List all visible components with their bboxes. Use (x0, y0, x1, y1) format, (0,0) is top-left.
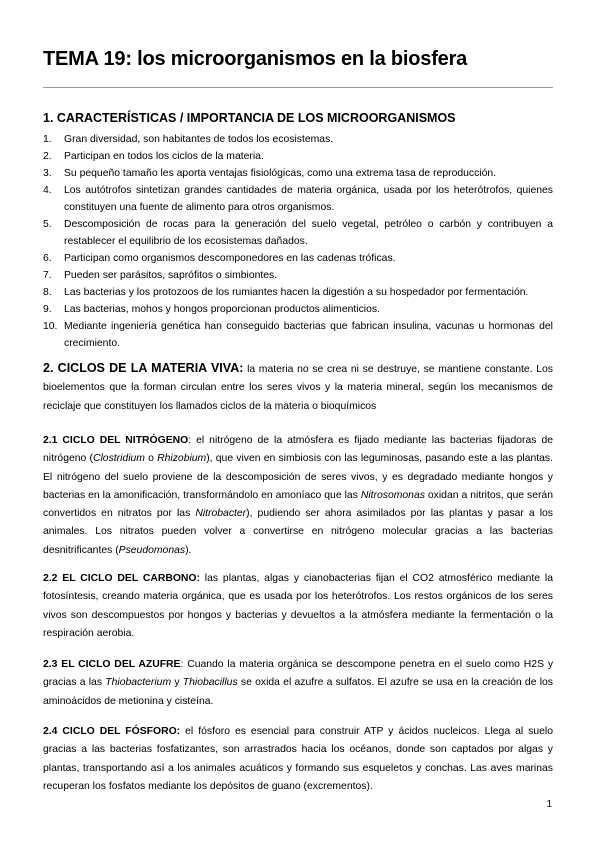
list-item (43, 284, 553, 301)
list-item-number: 10. (43, 321, 58, 332)
list-item-number: 2. (43, 151, 52, 162)
page-title: TEMA 19: los microorganismos en la biosfera (43, 48, 468, 70)
list-item-text: Gran diversidad, son habitantes de todos los ecosistemas. (64, 134, 334, 145)
nitrogen-text: : el nitrógeno de la atmósfera es fijado mediante las bacterias fijadoras de nitrógeno ( (43, 435, 553, 465)
list-item-number: 4. (43, 185, 52, 196)
nitrogen-text: ). (185, 544, 192, 556)
species-name: Pseudomonas (118, 544, 186, 556)
list-item (43, 165, 553, 182)
list-item (43, 148, 553, 165)
section1-heading: 1. CARACTERÍSTICAS / IMPORTANCIA DE LOS MICROORGANISMOS (43, 111, 456, 125)
list-item-number: 8. (43, 287, 52, 298)
sulfur-text: se oxida el azufre a sulfatos. El azufre se usa en la creación de los aminoácidos de metionina y cisteína. (43, 677, 553, 707)
list-item-text: Descomposición de rocas para la generación del suelo vegetal, petróleo o carbón y contribuyen a restablecer el equilibrio de los ecosistemas dañados. (64, 219, 553, 247)
species-name: Nitrosomonas (360, 489, 425, 501)
list-item-text: Las bacterias, mohos y hongos proporcionan productos alimenticios. (64, 304, 380, 315)
list-item-text: Mediante ingeniería genética han conseguido bacterias que fabrican insulina, vacunas u hormonas del crecimiento. (64, 321, 553, 349)
list-item (43, 318, 553, 352)
sulfur-paragraph (43, 656, 553, 711)
section2-heading: 2. CICLOS DE LA MATERIA VIVA: (43, 361, 244, 375)
list-item-text: Los autótrofos sintetizan grandes cantidades de materia orgánica, usada por los heterótrofos, quienes constituyen una fuente de alimento para otros organismos. (64, 185, 553, 213)
carbon-heading: 2.2 EL CICLO DEL CARBONO: (43, 573, 200, 584)
list-item (43, 131, 553, 148)
nitrogen-text: oxidan a nitritos, que serán convertidos en nitratos por las (43, 489, 553, 520)
page-number: 1 (546, 799, 552, 810)
list-item-text: Su pequeño tamaño les aporta ventajas fisiológicas, como una extrema tasa de reproducción. (64, 168, 497, 179)
list-item-number: 9. (43, 304, 52, 315)
nitrogen-text: o (144, 453, 158, 465)
list-item (43, 267, 553, 284)
list-item-text: Participan en todos los ciclos de la materia. (64, 151, 264, 162)
species-name: Thiobacterium (105, 677, 172, 689)
phosphorus-paragraph (43, 723, 553, 796)
list-item (43, 250, 553, 267)
title-divider (43, 87, 553, 88)
list-item-number: 1. (43, 134, 52, 145)
nitrogen-paragraph (43, 432, 553, 560)
list-item (43, 301, 553, 318)
phosphorus-text: el fósforo es esencial para construir ATP y ácidos nucleicos. Llega al suelo gracias a las bacterias fosfatizantes, son arrastrados hacia los océanos, donde son captados por algas y plantas, transportando así a los animales acuáticos y formando sus esqueletos y conchas. Las aves marinas recuperan los fosfatos mediante los depósitos de guano (excrementos). (43, 726, 553, 792)
nitrogen-heading: 2.1 CICLO DEL NITRÓGENO (43, 435, 189, 446)
list-item-number: 7. (43, 270, 52, 281)
characteristics-list (43, 131, 553, 352)
section2-lead: la materia no se crea ni se destruye, se mantiene constante (247, 364, 530, 375)
list-item-text: Las bacterias y los protozoos de los rumiantes hacen la digestión a su hospedador por fermentación. (64, 287, 529, 298)
carbon-paragraph (43, 570, 553, 643)
section2-paragraph (43, 359, 553, 416)
sulfur-heading: 2.3 EL CICLO DEL AZUFRE (43, 659, 181, 670)
species-name: Thiobacillus (182, 677, 238, 689)
sulfur-text: : Cuando la materia orgánica se descompone penetra en el suelo como H2S y gracias a las (43, 659, 554, 689)
list-item-text: Pueden ser parásitos, saprófitos o simbiontes. (64, 270, 278, 281)
list-item (43, 182, 553, 216)
nitrogen-text: ), pudiendo ser ahora asimilados por las plantas y pasar a los animales. Los nitratos pueden volver a convertirse en nitrógeno molecular gracias a las bacterias desnitrificantes ( (43, 508, 553, 556)
list-item-text: Participan como organismos descomponedores en las cadenas tróficas. (64, 253, 396, 264)
list-item (43, 216, 553, 250)
list-item-number: 3. (43, 168, 52, 179)
nitrogen-text: ), que viven en simbiosis con las leguminosas, pasando este a las plantas. El nitrógeno del suelo proviene de la descomposición de seres vivos, y es degradado mediante hongos y bacterias en la amonificación, transformándolo en amoníaco que las (43, 453, 553, 501)
list-item-number: 6. (43, 253, 52, 264)
section2-text: . Los bioelementos que la forman circulan entre los seres vivos y la materia mineral, según los mecanismos de reciclaje que constituyen los llamados ciclos de la materia o bioquímicos (43, 364, 553, 412)
species-name: Nitrobacter (195, 508, 247, 520)
list-item-number: 5. (43, 219, 52, 230)
carbon-text: las plantas, algas y cianobacterias fijan el CO2 atmosférico mediante la fotosíntesis, creando materia orgánica, que es usada por los heterótrofos. Los restos orgánicos de los seres vivos son descompuestos por hongos y bacterias y devueltos a la atmósfera mediante la fermentación o la respiración aerobia. (43, 573, 553, 639)
species-name: Clostridium (92, 453, 145, 465)
species-name: Rhizobium (157, 453, 207, 465)
phosphorus-heading: 2.4 CICLO DEL FÓSFORO: (43, 726, 181, 737)
sulfur-text: y (171, 677, 183, 689)
